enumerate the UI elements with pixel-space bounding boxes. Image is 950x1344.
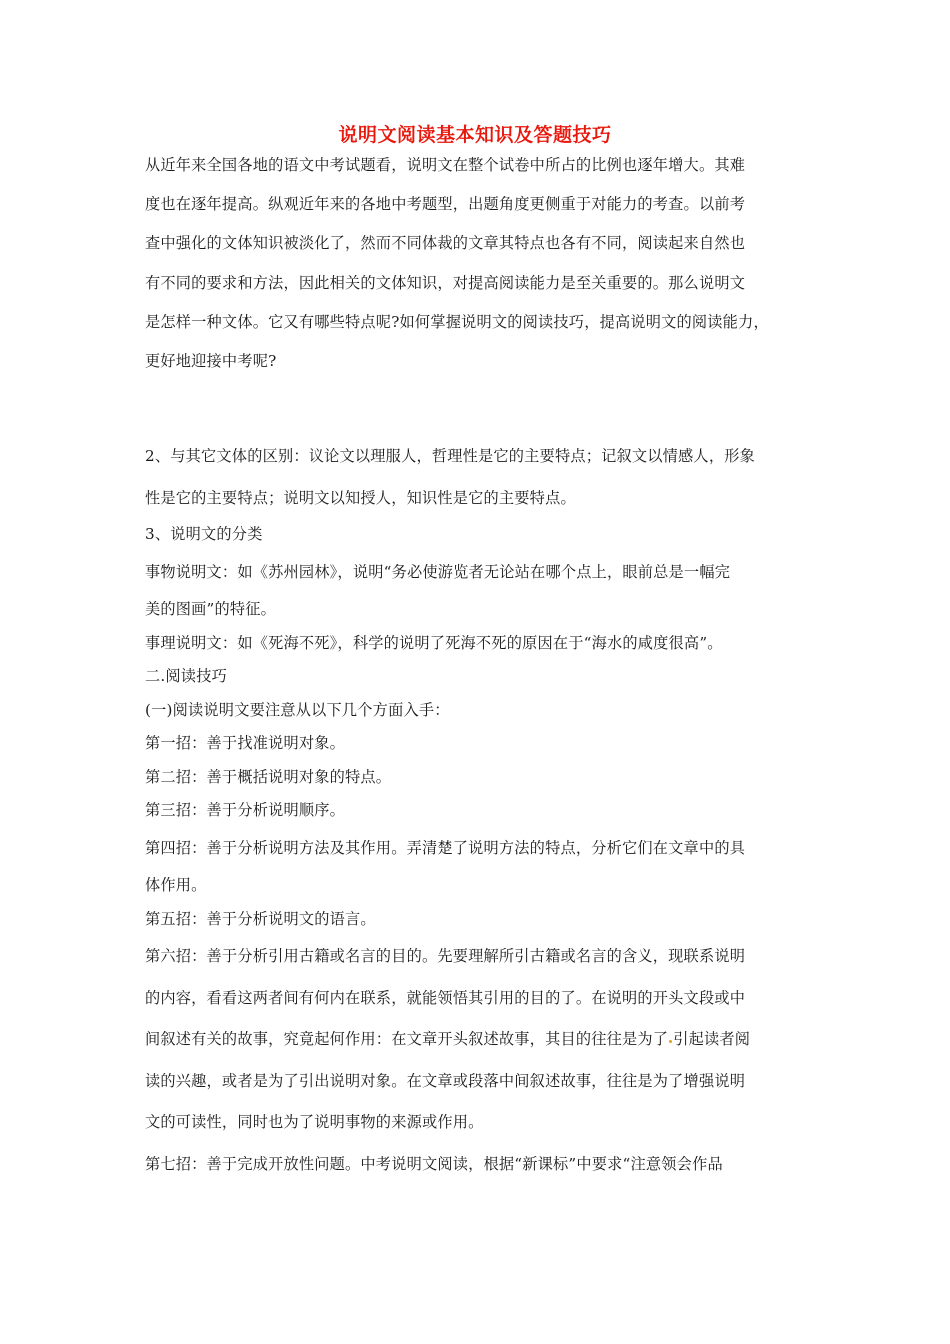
intro-line: 更好地迎接中考呢?	[145, 351, 277, 370]
tip-1: 第一招：善于找准说明对象。	[145, 734, 346, 752]
reason-explanation-line: 事理说明文：如《死海不死》，科学的说明了死海不死的原因在于“海水的咸度很高”。	[145, 633, 723, 652]
section-2-paragraph	[145, 435, 815, 519]
tip-3: 第三招：善于分析说明顺序。	[145, 801, 346, 819]
tip-7-line: 第七招：善于完成开放性问题。中考说明文阅读，根据“新课标”中要求“注意领会作品	[145, 1154, 723, 1173]
tip-6-line: 文的可读性，同时也为了说明事物的来源或作用。	[145, 1113, 484, 1131]
tip-6-text: 间叙述有关的故事，究竟起何作用：在文章开头叙述故事，其目的往往是为了	[145, 1030, 669, 1048]
subsection-1-heading: (一)阅读说明文要注意从以下几个方面入手：	[145, 700, 450, 719]
part-2-heading: 二.阅读技巧	[145, 667, 227, 685]
tip-4-line: 体作用。	[145, 876, 207, 894]
tip-6-line	[145, 1019, 815, 1061]
intro-paragraph	[145, 146, 815, 381]
section-2-line: 性是它的主要特点；说明文以知授人，知识性是它的主要特点。	[145, 489, 576, 507]
tip-2: 第二招：善于概括说明对象的特点。	[145, 767, 392, 786]
tip-6-text: 引起读者阅	[673, 1030, 751, 1048]
intro-line: 是怎样一种文体。它又有哪些特点呢?如何掌握说明文的阅读技巧，提高说明文的阅读能力，	[145, 312, 769, 331]
tip-6-line: 第六招：善于分析引用古籍或名言的目的。先要理解所引古籍或名言的含义，现联系说明	[145, 947, 746, 965]
thing-explanation-line: 事物说明文：如《苏州园林》，说明“务必使游览者无论站在哪个点上，眼前总是一幅完	[145, 562, 731, 581]
intro-line: 查中强化的文体知识被淡化了，然而不同体裁的文章其特点也各有不同，阅读起来自然也	[145, 234, 746, 253]
intro-line: 有不同的要求和方法，因此相关的文体知识，对提高阅读能力是至关重要的。那么说明文	[145, 273, 746, 292]
tip-6-line: 的内容，看看这两者间有何内在联系，就能领悟其引用的目的了。在说明的开头文段或中	[145, 988, 746, 1007]
section-2-line: 2、与其它文体的区别：议论文以理服人，哲理性是它的主要特点；记叙文以情感人，形象	[145, 447, 755, 465]
tip-5: 第五招：善于分析说明文的语言。	[145, 909, 376, 928]
intro-line: 度也在逐年提高。纵观近年来的各地中考题型，出题角度更侧重于对能力的考查。以前考	[145, 195, 746, 214]
intro-line: 从近年来全国各地的语文中考试题看，说明文在整个试卷中所占的比例也逐年增大。其难	[145, 156, 746, 174]
document-title: 说明文阅读基本知识及答题技巧	[338, 124, 612, 146]
body-content	[145, 518, 815, 1185]
highlight-mark	[669, 1040, 672, 1043]
thing-explanation-line: 美的图画”的特征。	[145, 600, 277, 618]
tip-6-line: 读的兴趣，或者是为了引出说明对象。在文章或段落中间叙述故事，往往是为了增强说明	[145, 1071, 746, 1090]
tip-4-line: 第四招：善于分析说明方法及其作用。弄清楚了说明方法的特点，分析它们在文章中的具	[145, 838, 746, 857]
section-3-heading: 3、说明文的分类	[145, 525, 263, 543]
